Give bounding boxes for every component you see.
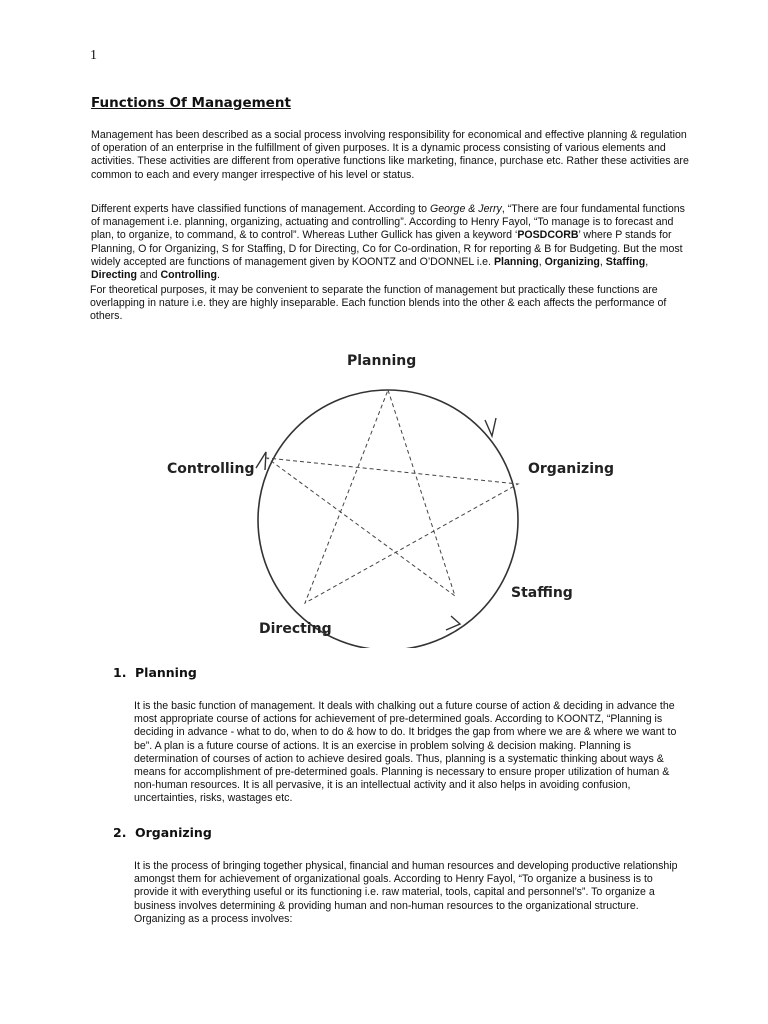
p2-separator: , bbox=[599, 255, 606, 268]
p2-text-c: ’ where P stands for Planning, O for Organizing, S for Staffing, D for Directing, Co for Co-ordination, R for reporting & B for Budgeting. But the most widely accepted are functions of management given by KOONTZ and O’DONNEL i.e. bbox=[91, 229, 683, 268]
p2-separator: , bbox=[645, 255, 649, 268]
page-number: 1 bbox=[90, 48, 97, 63]
p2-text-b: , “There are four fundamental functions of management i.e. planning, organizing, actuating and controlling”. According to Henry Fayol, “To manage is to forecast and plan, to organize, to command, & to control”. Whereas Luther Gullick has given a keyword ‘ bbox=[91, 203, 685, 242]
page-title: Functions Of Management bbox=[91, 95, 291, 111]
p2-text-a: Different experts have classified functions of management. According to bbox=[91, 203, 430, 215]
section-body-organizing: It is the process of bringing together physical, financial and human resources and developing productive relationship amongst them for achievement of organizational goals. According to Henry Fayol, “To organize a business is to provide it with everything useful or its functioning i.e. raw material, tools, capital and personnel’s”. To organize a business involves determining & providing human and non-human resources to the organizational structure. Organizing as a process involves: bbox=[134, 860, 678, 925]
p2-and: and bbox=[136, 269, 161, 282]
intro-paragraph-1: Management has been described as a social process involving responsibility for economical and effective planning & regulation of operation of an enterprise in the fulfillment of given purposes. It is a dynamic process consisting of various elements and activities. These activities are different from operative functions like marketing, finance, purchase etc. Rather these activities are common to each and every manger irrespective of his level or status. bbox=[91, 129, 689, 181]
intro-paragraph-2 bbox=[91, 203, 691, 282]
p2-function-staffing: Staffing bbox=[605, 255, 646, 268]
p2-function-controlling: Controlling bbox=[160, 269, 217, 282]
management-functions-diagram bbox=[150, 338, 630, 648]
p2-function-planning: Planning bbox=[493, 255, 539, 268]
p2-keyword: POSDCORB bbox=[517, 229, 579, 242]
p2-function-directing: Directing bbox=[91, 269, 137, 282]
intro-paragraph-3: For theoretical purposes, it may be convenient to separate the function of management but practically these functions are overlapping in nature i.e. they are highly inseparable. Each function blends into the other & each affects the performance of others. bbox=[90, 284, 667, 323]
section-heading-planning bbox=[113, 665, 197, 680]
label-organizing: Organizing bbox=[528, 461, 614, 477]
label-staffing: Staffing bbox=[511, 585, 573, 601]
section-title: Organizing bbox=[135, 825, 212, 840]
cycle-arrow-icon bbox=[485, 418, 496, 436]
section-body-planning: It is the basic function of management. It deals with chalking out a future course of action & deciding in advance the most appropriate course of actions for achievement of pre-determined goals. According to KOONTZ, “Planning is deciding in advance - what to do, when to do & how to do. It bridges the gap from where we are & where we want to be”. A plan is a future course of actions. It is an exercise in problem solving & decision making. Planning is determination of courses of action to achieve desired goals. Thus, planning is a systematic thinking about ways & means for accomplishment of pre-determined goals. Planning is necessary to ensure proper utilization of human & non-human resources. It is all pervasive, it is an intellectual activity and it also helps in avoiding confusion, uncertainties, risks, wastages etc. bbox=[134, 700, 677, 805]
pentagram-star bbox=[267, 390, 518, 603]
label-planning: Planning bbox=[347, 353, 417, 369]
p2-function-organizing: Organizing bbox=[544, 255, 600, 268]
p2-end: . bbox=[216, 269, 220, 282]
cycle-arrow-icon bbox=[256, 452, 266, 470]
label-directing: Directing bbox=[259, 621, 332, 637]
p2-author: George & Jerry bbox=[430, 203, 502, 215]
section-number: 1. bbox=[113, 665, 127, 680]
label-controlling: Controlling bbox=[167, 461, 255, 477]
section-number: 2. bbox=[113, 825, 127, 840]
p2-separator: , bbox=[538, 255, 545, 268]
cycle-circle bbox=[258, 390, 518, 648]
section-heading-organizing bbox=[113, 825, 212, 840]
section-title: Planning bbox=[135, 665, 197, 680]
cycle-arrow-icon bbox=[446, 616, 460, 630]
